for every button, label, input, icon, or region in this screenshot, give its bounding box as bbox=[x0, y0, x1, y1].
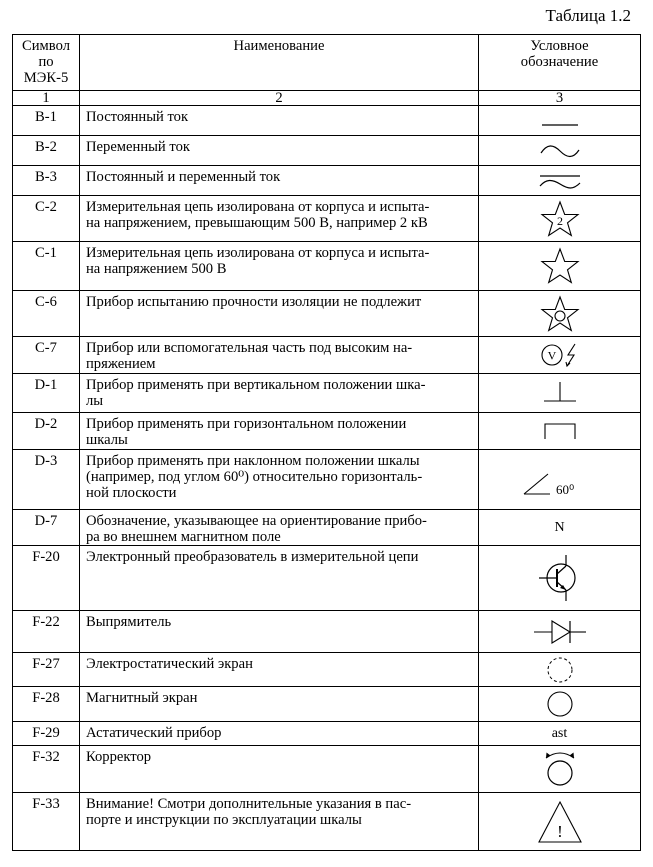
row-code: C-6 bbox=[13, 291, 80, 337]
horizontal-position-icon bbox=[479, 413, 641, 450]
row-name: Магнитный экран bbox=[80, 687, 479, 722]
table-row bbox=[13, 746, 641, 793]
row-code: F-29 bbox=[13, 722, 80, 746]
row-name: Прибор применять при вертикальном положении шка- лы bbox=[80, 374, 479, 413]
row-name: Астатический прибор bbox=[80, 722, 479, 746]
table-row bbox=[13, 337, 641, 374]
column-number: 1 bbox=[13, 91, 80, 106]
ac-wave-icon bbox=[479, 136, 641, 166]
corrector-icon bbox=[479, 746, 641, 793]
star-2-label: 2 bbox=[556, 213, 563, 228]
row-code: C-1 bbox=[13, 242, 80, 291]
dashed-circle-icon bbox=[479, 653, 641, 687]
table-row bbox=[13, 793, 641, 851]
table-row bbox=[13, 242, 641, 291]
dc-ac-icon bbox=[479, 166, 641, 196]
table-row bbox=[13, 136, 641, 166]
row-code: B-3 bbox=[13, 166, 80, 196]
header-designation: Условное обозначение bbox=[479, 35, 641, 91]
north-icon: N bbox=[479, 510, 641, 546]
row-name: Электронный преобразователь в измерительной цепи bbox=[80, 546, 479, 611]
row-name: Постоянный ток bbox=[80, 106, 479, 136]
row-code: C-7 bbox=[13, 337, 80, 374]
table-row bbox=[13, 510, 641, 546]
angle-label: 60⁰ bbox=[555, 481, 574, 497]
table-row bbox=[13, 374, 641, 413]
warning-triangle-icon bbox=[479, 793, 641, 851]
high-voltage-icon bbox=[479, 337, 641, 374]
row-name: Внимание! Смотри дополнительные указания в пас- порте и инструкции по эксплуатации шкалы bbox=[80, 793, 479, 851]
row-name: Обозначение, указывающее на ориентирование прибо- ра во внешнем магнитном поле bbox=[80, 510, 479, 546]
row-name: Прибор испытанию прочности изоляции не подлежит bbox=[80, 291, 479, 337]
row-name: Выпрямитель bbox=[80, 611, 479, 653]
row-code: D-1 bbox=[13, 374, 80, 413]
row-code: F-22 bbox=[13, 611, 80, 653]
column-number: 2 bbox=[80, 91, 479, 106]
row-name: Корректор bbox=[80, 746, 479, 793]
row-name: Переменный ток bbox=[80, 136, 479, 166]
column-number: 3 bbox=[479, 91, 641, 106]
table-row bbox=[13, 196, 641, 242]
vertical-position-icon bbox=[479, 374, 641, 413]
row-code: F-33 bbox=[13, 793, 80, 851]
row-code: F-20 bbox=[13, 546, 80, 611]
row-name: Измерительная цепь изолирована от корпуса и испыта- на напряжением, превышающим 500 В, например 2 кВ bbox=[80, 196, 479, 242]
row-code: F-27 bbox=[13, 653, 80, 687]
table-row bbox=[13, 413, 641, 450]
table-row bbox=[13, 106, 641, 136]
warning-mark: ! bbox=[556, 821, 563, 841]
row-name: Измерительная цепь изолирована от корпуса и испыта- на напряжением 500 В bbox=[80, 242, 479, 291]
star-circle-icon bbox=[479, 291, 641, 337]
row-name: Постоянный и переменный ток bbox=[80, 166, 479, 196]
symbols-table bbox=[12, 34, 641, 851]
table-row bbox=[13, 611, 641, 653]
star-icon bbox=[479, 242, 641, 291]
table-row bbox=[13, 687, 641, 722]
row-name: Прибор или вспомогательная часть под высоким на- пряжением bbox=[80, 337, 479, 374]
row-code: B-1 bbox=[13, 106, 80, 136]
table-row bbox=[13, 291, 641, 337]
dc-line-icon bbox=[479, 106, 641, 136]
row-code: D-7 bbox=[13, 510, 80, 546]
row-code: F-28 bbox=[13, 687, 80, 722]
header-name: Наименование bbox=[80, 35, 479, 91]
table-header-row bbox=[13, 35, 641, 91]
rectifier-diode-icon bbox=[479, 611, 641, 653]
inclined-position-icon bbox=[479, 450, 641, 510]
row-code: F-32 bbox=[13, 746, 80, 793]
row-name: Прибор применять при горизонтальном положении шкалы bbox=[80, 413, 479, 450]
table-row bbox=[13, 166, 641, 196]
header-symbol: Символ по МЭК-5 bbox=[13, 35, 80, 91]
row-name: Прибор применять при наклонном положении шкалы (например, под углом 60⁰) относительно горизонталь- ной плоскости bbox=[80, 450, 479, 510]
voltage-label: V bbox=[547, 348, 556, 363]
row-code: D-2 bbox=[13, 413, 80, 450]
table-row bbox=[13, 722, 641, 746]
row-code: C-2 bbox=[13, 196, 80, 242]
circle-icon bbox=[479, 687, 641, 722]
table-row bbox=[13, 546, 641, 611]
row-code: D-3 bbox=[13, 450, 80, 510]
column-numbers-row bbox=[13, 91, 641, 106]
table-row bbox=[13, 450, 641, 510]
row-code: B-2 bbox=[13, 136, 80, 166]
transistor-icon bbox=[479, 546, 641, 611]
row-name: Электростатический экран bbox=[80, 653, 479, 687]
star-2-icon bbox=[479, 196, 641, 242]
table-row bbox=[13, 653, 641, 687]
astatic-text-icon: ast bbox=[479, 722, 641, 746]
table-caption: Таблица 1.2 bbox=[545, 6, 631, 25]
